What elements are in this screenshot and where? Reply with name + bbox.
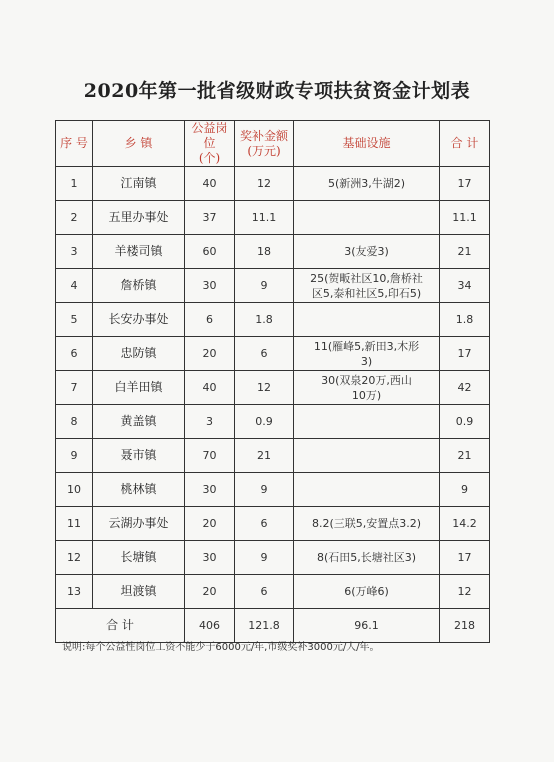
cell-posts: 20 (185, 507, 235, 541)
cell-seq: 3 (56, 235, 93, 269)
total-subsidy: 121.8 (235, 609, 294, 643)
cell-infra (294, 575, 440, 609)
cell-subsidy: 9 (235, 473, 294, 507)
table-row (56, 337, 490, 371)
cell-total: 21 (440, 439, 490, 473)
cell-infra-line1: 25(贺畈社区10,詹桥社 (310, 271, 423, 285)
header-subsidy (235, 121, 294, 167)
cell-total: 17 (440, 167, 490, 201)
cell-subsidy: 9 (235, 269, 294, 303)
cell-town: 白羊田镇 (93, 371, 185, 405)
cell-infra-line1: 30(双泉20万,西山 (321, 373, 412, 387)
cell-town: 聂市镇 (93, 439, 185, 473)
total-label: 合 计 (56, 609, 185, 643)
cell-posts: 30 (185, 269, 235, 303)
cell-total: 9 (440, 473, 490, 507)
header-posts-line1: 公益岗位 (191, 121, 228, 150)
cell-posts: 70 (185, 439, 235, 473)
cell-seq: 11 (56, 507, 93, 541)
header-town: 乡 镇 (93, 121, 185, 167)
cell-seq: 6 (56, 337, 93, 371)
total-posts: 406 (185, 609, 235, 643)
cell-total: 11.1 (440, 201, 490, 235)
cell-subsidy: 6 (235, 337, 294, 371)
header-subsidy-line2: (万元) (247, 143, 281, 158)
cell-seq: 9 (56, 439, 93, 473)
cell-posts: 20 (185, 337, 235, 371)
cell-town: 江南镇 (93, 167, 185, 201)
header-total: 合 计 (440, 121, 490, 167)
cell-town: 桃林镇 (93, 473, 185, 507)
cell-posts: 30 (185, 541, 235, 575)
cell-town: 坦渡镇 (93, 575, 185, 609)
cell-subsidy: 18 (235, 235, 294, 269)
cell-seq: 5 (56, 303, 93, 337)
cell-infra (294, 541, 440, 575)
cell-subsidy: 11.1 (235, 201, 294, 235)
cell-infra (294, 303, 440, 337)
cell-total: 34 (440, 269, 490, 303)
cell-infra-line1: 5(新洲3,牛湖2) (327, 177, 406, 190)
cell-infra-line1: 8(石田5,长塘社区3) (316, 551, 417, 564)
cell-total: 12 (440, 575, 490, 609)
cell-seq: 7 (56, 371, 93, 405)
header-posts-line2: (个) (198, 151, 221, 165)
cell-infra (294, 473, 440, 507)
cell-infra-line2: 区5,泰和社区5,印石5) (311, 286, 422, 300)
cell-infra (294, 269, 440, 303)
cell-subsidy: 9 (235, 541, 294, 575)
cell-town: 黄盖镇 (93, 405, 185, 439)
cell-seq: 10 (56, 473, 93, 507)
header-row (56, 121, 490, 167)
table-row (56, 439, 490, 473)
table-row (56, 371, 490, 405)
cell-total: 1.8 (440, 303, 490, 337)
cell-total: 0.9 (440, 405, 490, 439)
table-row (56, 541, 490, 575)
cell-seq: 12 (56, 541, 93, 575)
cell-posts: 40 (185, 371, 235, 405)
cell-infra-line2: 3) (360, 354, 373, 368)
cell-subsidy: 6 (235, 575, 294, 609)
cell-posts: 6 (185, 303, 235, 337)
cell-infra (294, 201, 440, 235)
cell-infra (294, 167, 440, 201)
cell-town: 云湖办事处 (93, 507, 185, 541)
cell-seq: 4 (56, 269, 93, 303)
cell-infra (294, 507, 440, 541)
header-seq: 序 号 (56, 121, 93, 167)
cell-infra-line1: 8.2(三联5,安置点3.2) (311, 517, 422, 530)
cell-posts: 3 (185, 405, 235, 439)
cell-total: 17 (440, 541, 490, 575)
cell-seq: 8 (56, 405, 93, 439)
total-total: 218 (440, 609, 490, 643)
cell-total: 17 (440, 337, 490, 371)
header-infra: 基础设施 (294, 121, 440, 167)
cell-posts: 30 (185, 473, 235, 507)
cell-posts: 40 (185, 167, 235, 201)
header-subsidy-line1: 奖补金额 (239, 128, 288, 143)
cell-infra-line1: 11(雁峰5,新田3,木形 (313, 339, 420, 353)
page-title: 2020年第一批省级财政专项扶贫资金计划表 (83, 80, 471, 102)
cell-total: 21 (440, 235, 490, 269)
funding-table (55, 120, 490, 643)
cell-infra (294, 371, 440, 405)
table-row (56, 575, 490, 609)
table-row (56, 201, 490, 235)
cell-infra-line1: 6(万峰6) (344, 585, 389, 598)
footnote: 说明:每个公益性岗位工资不能少于6000元/年,市级奖补3000元/人/年。 (62, 642, 380, 653)
header-posts (185, 121, 235, 167)
cell-seq: 2 (56, 201, 93, 235)
table-row (56, 235, 490, 269)
cell-infra-line1: 3(友爱3) (344, 245, 389, 258)
table-row (56, 167, 490, 201)
table-row (56, 405, 490, 439)
table-row (56, 473, 490, 507)
cell-subsidy: 21 (235, 439, 294, 473)
cell-seq: 1 (56, 167, 93, 201)
cell-posts: 37 (185, 201, 235, 235)
cell-infra (294, 337, 440, 371)
cell-subsidy: 12 (235, 371, 294, 405)
table-row (56, 507, 490, 541)
cell-subsidy: 12 (235, 167, 294, 201)
cell-subsidy: 0.9 (235, 405, 294, 439)
cell-infra (294, 439, 440, 473)
cell-infra-line2: 10万) (351, 388, 382, 402)
cell-posts: 20 (185, 575, 235, 609)
cell-subsidy: 6 (235, 507, 294, 541)
table-row (56, 303, 490, 337)
total-infra: 96.1 (294, 609, 440, 643)
cell-town: 长安办事处 (93, 303, 185, 337)
cell-town: 忠防镇 (93, 337, 185, 371)
cell-total: 42 (440, 371, 490, 405)
cell-total: 14.2 (440, 507, 490, 541)
table-row (56, 269, 490, 303)
cell-infra (294, 405, 440, 439)
cell-infra (294, 235, 440, 269)
cell-town: 詹桥镇 (93, 269, 185, 303)
cell-town: 长塘镇 (93, 541, 185, 575)
cell-town: 五里办事处 (93, 201, 185, 235)
cell-seq: 13 (56, 575, 93, 609)
cell-posts: 60 (185, 235, 235, 269)
cell-town: 羊楼司镇 (93, 235, 185, 269)
cell-subsidy: 1.8 (235, 303, 294, 337)
